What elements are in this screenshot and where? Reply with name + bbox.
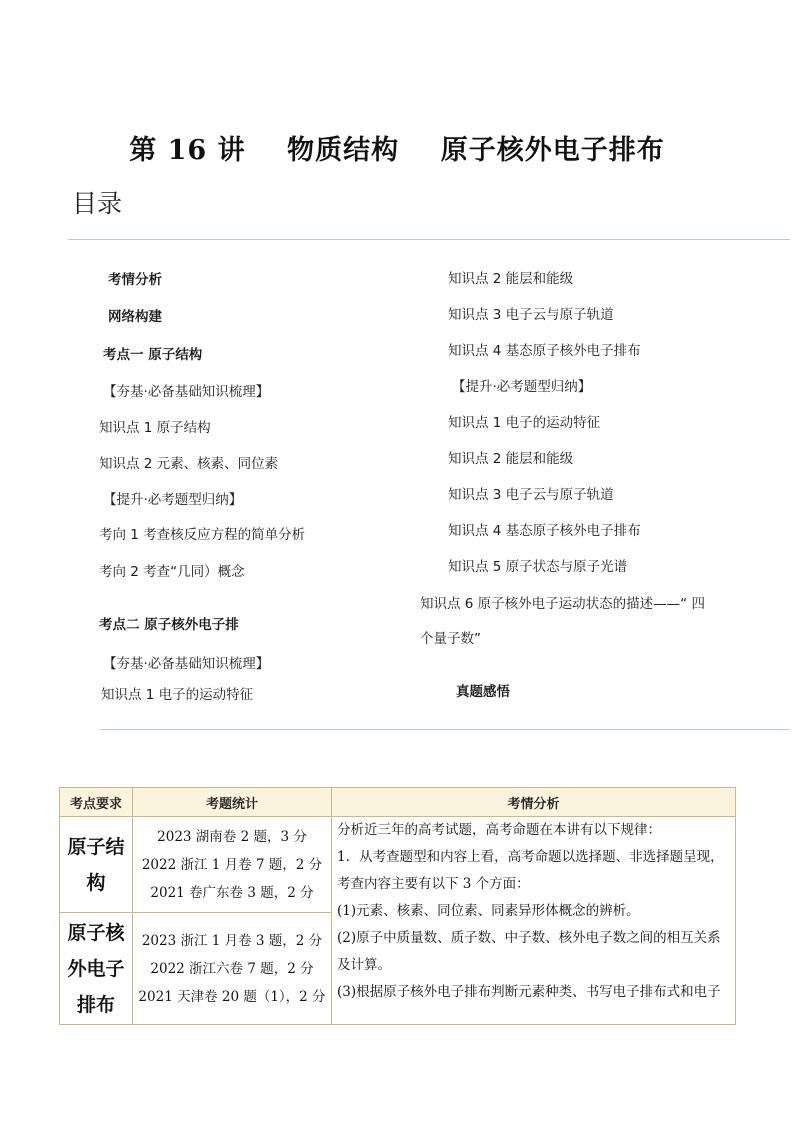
table-row xyxy=(60,817,736,913)
stat-line: 2023 湖南卷 2 题，3 分 xyxy=(157,828,307,845)
requirement-line: 构 xyxy=(86,871,106,894)
toc-item[interactable]: 知识点 2 能层和能级 xyxy=(448,271,574,287)
table-header-row xyxy=(60,788,736,817)
toc-item[interactable]: 知识点 3 电子云与原子轨道 xyxy=(448,307,614,323)
toc-item[interactable]: 考向 1 考查核反应方程的简单分析 xyxy=(99,527,306,543)
toc-item[interactable]: 知识点 1 原子结构 xyxy=(99,420,211,436)
toc-item[interactable]: 考情分析 xyxy=(108,272,162,288)
toc-item[interactable]: 个量子数” xyxy=(420,631,481,647)
toc-item[interactable]: 知识点 4 基态原子核外电子排布 xyxy=(448,343,641,359)
stat-line: 2022 浙江六卷 7 题，2 分 xyxy=(150,960,314,977)
toc-heading: 目录 xyxy=(72,189,123,218)
requirement-line: 原子结 xyxy=(67,835,125,858)
stat-line: 2021 天津卷 20 题（1），2 分 xyxy=(138,988,326,1005)
stat-line: 2021 卷广东卷 3 题，2 分 xyxy=(150,884,314,901)
toc-item[interactable]: 网络构建 xyxy=(108,309,162,325)
toc-item[interactable]: 知识点 4 基态原子核外电子排布 xyxy=(448,523,641,539)
toc-item[interactable]: 知识点 3 电子云与原子轨道 xyxy=(448,487,614,503)
analysis-line: (2)原子中质量数、质子数、中子数、核外电子数之间的相互关系 xyxy=(337,930,721,946)
page-title: 第 16 讲 物质结构 原子核外电子排布 xyxy=(129,135,665,166)
toc-item[interactable]: 知识点 2 能层和能级 xyxy=(448,451,574,467)
analysis-cell xyxy=(332,817,736,1025)
toc-item[interactable]: 【提升·必考题型归纳】 xyxy=(452,379,592,395)
analysis-line: 及计算。 xyxy=(337,957,391,973)
statistics-cell xyxy=(133,817,332,913)
toc-top-divider xyxy=(68,239,790,240)
toc-item[interactable]: 【夯基·必备基础知识梳理】 xyxy=(103,384,270,400)
requirement-line: 外电子 xyxy=(67,957,125,980)
exam-analysis-table xyxy=(59,787,736,1025)
toc-item[interactable]: 【夯基·必备基础知识梳理】 xyxy=(103,656,270,672)
analysis-line: (1)元素、核素、同位素、同素异形体概念的辨析。 xyxy=(337,903,640,919)
analysis-line: 考查内容主要有以下 3 个方面： xyxy=(337,876,530,892)
analysis-line: 1．从考查题型和内容上看，高考命题以选择题、非选择题呈现， xyxy=(337,849,724,865)
requirement-cell xyxy=(60,913,133,1025)
toc-item[interactable]: 考向 2 考查“几同）概念 xyxy=(99,564,245,580)
statistics-cell xyxy=(133,913,332,1025)
analysis-line: (3)根据原子核外电子排布判断元素种类、书写电子排布式和电子 xyxy=(337,984,721,1000)
analysis-line: 分析近三年的高考试题，高考命题在本讲有以下规律： xyxy=(337,822,661,838)
toc-item[interactable]: 知识点 1 电子的运动特征 xyxy=(448,415,601,431)
header-statistics: 考题统计 xyxy=(133,788,332,817)
toc-bottom-divider xyxy=(100,729,790,730)
stat-line: 2023 浙江 1 月卷 3 题，2 分 xyxy=(141,932,323,949)
header-analysis: 考情分析 xyxy=(332,788,736,817)
requirement-cell xyxy=(60,817,133,913)
requirement-line: 原子核 xyxy=(67,921,125,944)
stat-line: 2022 浙江 1 月卷 7 题，2 分 xyxy=(141,856,323,873)
toc-item[interactable]: 知识点 5 原子状态与原子光谱 xyxy=(448,559,628,575)
requirement-line: 排布 xyxy=(76,993,115,1016)
toc-item[interactable]: 【提升·必考题型归纳】 xyxy=(103,492,243,508)
toc-item[interactable]: 考点一 原子结构 xyxy=(103,347,203,363)
toc-item[interactable]: 考点二 原子核外电子排 xyxy=(99,617,239,633)
toc-item[interactable]: 知识点 1 电子的运动特征 xyxy=(101,687,254,703)
toc-item[interactable]: 知识点 6 原子核外电子运动状态的描述——“ 四 xyxy=(420,596,705,612)
header-requirement: 考点要求 xyxy=(60,788,133,817)
toc-item[interactable]: 知识点 2 元素、核素、同位素 xyxy=(99,456,279,472)
toc-item[interactable]: 真题感悟 xyxy=(456,684,510,700)
